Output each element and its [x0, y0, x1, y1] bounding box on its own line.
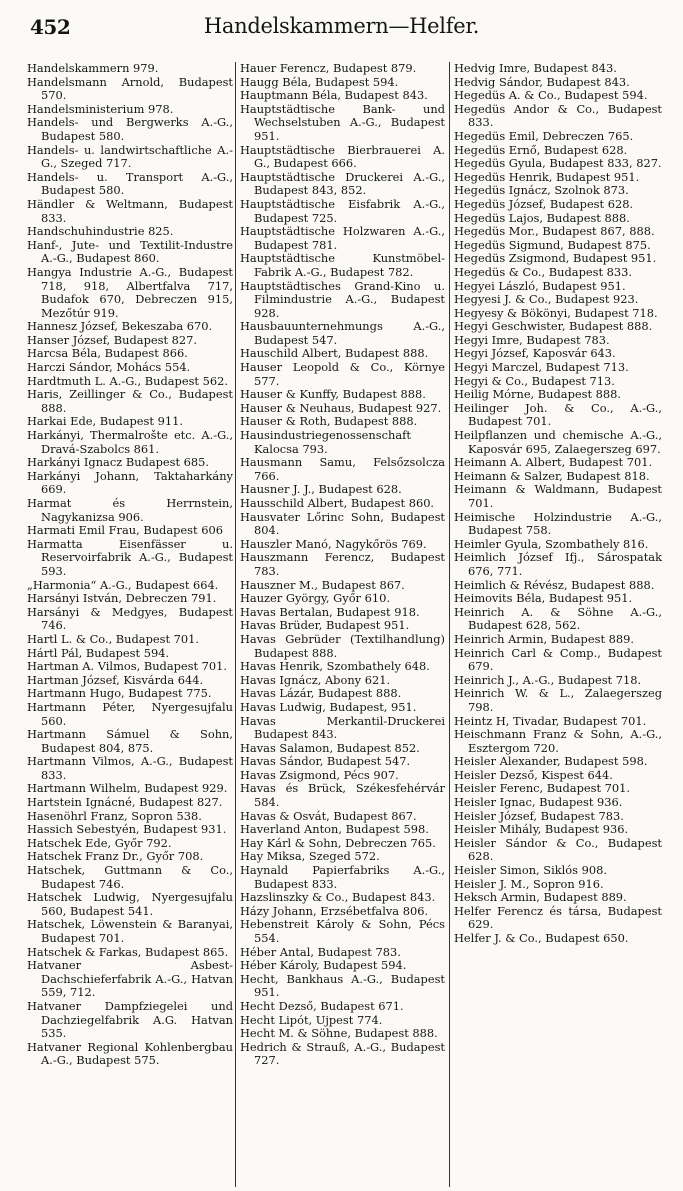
- directory-entry: Hausbauunternehmungs A.-G., Budapest 547.: [240, 319, 445, 347]
- directory-entry: Hecht, Bankhaus A.-G., Budapest 951.: [240, 971, 445, 1000]
- directory-entry: Hangya Industrie A.-G., Budapest 718, 918, Albertfalva 717, Budafok 670, Debreczen 915, Mezőtúr 919.: [27, 264, 233, 320]
- directory-entry: Hegedüs Andor & Co., Budapest 833.: [454, 101, 662, 130]
- directory-entry: Hausvater Lőrinc Sohn, Budapest 804.: [240, 509, 445, 538]
- page-number: 452: [30, 15, 71, 39]
- directory-entry: Harkai Ede, Budapest 911.: [27, 414, 183, 429]
- directory-entry: Handelsministerium 978.: [27, 101, 174, 116]
- directory-entry: Hauer Ferencz, Budapest 879.: [240, 61, 417, 75]
- directory-entry: Hauschild Albert, Budapest 888.: [240, 346, 429, 361]
- directory-entry: Heinrich J., A.-G., Budapest 718.: [454, 672, 642, 687]
- directory-entry: Heksch Armin, Budapest 889.: [454, 890, 627, 905]
- directory-entry: Hecht M. & Söhne, Budapest 888.: [240, 1026, 438, 1041]
- directory-entry: Hatvaner Asbest-Dachschieferfabrik A.-G., Hatvan 559, 712.: [27, 958, 233, 1000]
- directory-entry: Hedvig Sándor, Budapest 843.: [454, 74, 630, 89]
- directory-entry: Heisler Dezső, Kispest 644.: [454, 767, 613, 782]
- directory-entry: Heilpflanzen und chemische A.-G., Kaposvár 695, Zalaegerszeg 697.: [454, 428, 662, 456]
- directory-entry: Hauzer György, Győr 610.: [240, 591, 390, 606]
- directory-entry: Havas Sándor, Budapest 547.: [240, 754, 411, 769]
- directory-entry: Héber Károly, Budapest 594.: [240, 958, 407, 973]
- directory-entry: Hauptmann Béla, Budapest 843.: [240, 88, 428, 103]
- directory-entry: Havas Gebrüder (Textilhandlung) Budapest 888.: [240, 631, 445, 660]
- directory-entry: Havas Salamon, Budapest 852.: [240, 740, 420, 755]
- directory-entry: Hardtmuth L. A.-G., Budapest 562.: [27, 373, 228, 388]
- directory-entry: Helfer Ferencz és társa, Budapest 629.: [454, 903, 662, 932]
- directory-entry: Hauszmann Ferencz, Budapest 783.: [240, 550, 445, 578]
- directory-entry: Havas Brüder, Budapest 951.: [240, 618, 410, 633]
- directory-entry: Harcsa Béla, Budapest 866.: [27, 346, 188, 361]
- directory-entry: Hegyi & Co., Budapest 713.: [454, 373, 615, 388]
- directory-entry: Heisler Mihály, Budapest 936.: [454, 822, 629, 837]
- directory-entry: Hauptstädtische Druckerei A.-G., Budapest 843, 852.: [240, 169, 445, 198]
- directory-entry: Házy Johann, Erzsébetfalva 806.: [240, 903, 429, 918]
- directory-entry: Harkányi Johann, Taktaharkány 669.: [27, 468, 233, 497]
- directory-entry: Harczi Sándor, Mohács 554.: [27, 360, 191, 375]
- directory-entry: Hegyi Geschwister, Budapest 888.: [454, 319, 653, 334]
- directory-entry: Hegedüs Zsigmond, Budapest 951.: [454, 251, 657, 266]
- directory-entry: Hassich Sebestyén, Budapest 931.: [27, 822, 227, 837]
- directory-entry: Hegedüs Ernő, Budapest 628.: [454, 142, 628, 157]
- directory-entry: Harkányi, Thermalrošte etc. A.-G., Dravá-Szabolcs 861.: [27, 428, 233, 456]
- directory-entry: Havas Ludwig, Budapest, 951.: [240, 699, 417, 714]
- column-divider: [449, 62, 450, 1187]
- directory-entry: Hedrich & Strauß, A.-G., Budapest 727.: [240, 1039, 445, 1068]
- directory-entry: Hegedüs Henrik, Budapest 951.: [454, 169, 640, 184]
- directory-entry: Hatschek Ede, Győr 792.: [27, 835, 172, 850]
- directory-entry: Hauptstädtische Kunstmöbel-Fabrik A.-G., Budapest 782.: [240, 251, 445, 279]
- directory-entry: Heisler J. M., Sopron 916.: [454, 876, 604, 891]
- directory-entry: Hauszler Manó, Nagykőrös 769.: [240, 536, 427, 551]
- directory-entry: Hazslinszky & Co., Budapest 843.: [240, 890, 436, 905]
- directory-entry: Heischmann Franz & Sohn, A.-G., Esztergom 720.: [454, 727, 662, 755]
- directory-entry: Havas Lázár, Budapest 888.: [240, 686, 402, 701]
- directory-entry: Heimann & Waldmann, Budapest 701.: [454, 482, 662, 510]
- directory-entry: Hegyi Marczel, Budapest 713.: [454, 360, 629, 375]
- directory-entry: Hartstein Ignácné, Budapest 827.: [27, 795, 223, 810]
- directory-entry: Hartman József, Kisvárda 644.: [27, 672, 204, 687]
- directory-entry: Hauser Leopold & Co., Környe 577.: [240, 360, 445, 388]
- directory-entry: Hausindustriegenossenschaft Kalocsa 793.: [240, 428, 411, 456]
- directory-entry: Heimovits Béla, Budapest 951.: [454, 591, 633, 606]
- directory-entry: Hartmann Hugo, Budapest 775.: [27, 686, 212, 701]
- directory-entry: Havas Bertalan, Budapest 918.: [240, 604, 420, 619]
- column-divider: [235, 62, 236, 1187]
- directory-entry: Hegedüs Lajos, Budapest 888.: [454, 210, 630, 225]
- directory-entry: Harsányi István, Debreczen 791.: [27, 591, 217, 606]
- directory-entry: Hegedüs Sigmund, Budapest 875.: [454, 237, 651, 252]
- directory-entry: Hartmann Sámuel & Sohn, Budapest 804, 875.: [27, 727, 233, 755]
- directory-entry: Hauszner M., Budapest 867.: [240, 577, 405, 592]
- directory-entry: Hatschek Ludwig, Nyergesujfalu 560, Budapest 541.: [27, 890, 233, 918]
- directory-entry: Helfer J. & Co., Budapest 650.: [454, 931, 629, 945]
- directory-entry: Haverland Anton, Budapest 598.: [240, 822, 429, 837]
- directory-entry: Harmat és Herrnstein, Nagykanizsa 906.: [27, 496, 233, 524]
- directory-entry: Havas Henrik, Szombathely 648.: [240, 659, 430, 674]
- directory-entry: Harkányi Ignacz Budapest 685.: [27, 455, 210, 470]
- directory-entry: „Harmonia“ A.-G., Budapest 664.: [27, 577, 219, 592]
- directory-entry: Heilig Mórne, Budapest 888.: [454, 387, 622, 402]
- directory-entry: Heisler Sándor & Co., Budapest 628.: [454, 835, 662, 864]
- directory-entry: Heisler Ferenc, Budapest 701.: [454, 781, 631, 796]
- directory-entry: Hatschek & Farkas, Budapest 865.: [27, 944, 229, 959]
- directory-entry: Hebenstreit Károly & Sohn, Pécs 554.: [240, 917, 445, 945]
- directory-column-3: [454, 62, 662, 946]
- directory-entry: Haynald Papierfabriks A.-G., Budapest 833.: [240, 863, 445, 891]
- directory-entry: Hegedüs & Co., Budapest 833.: [454, 264, 633, 279]
- directory-entry: Hartl L. & Co., Budapest 701.: [27, 631, 200, 646]
- directory-entry: Heinrich W. & L., Zalaegerszeg 798.: [454, 686, 662, 714]
- directory-entry: Harmatta Eisenfässer u. Reservoirfabrik A.-G., Budapest 593.: [27, 536, 233, 578]
- directory-entry: Hegyesy & Bökönyi, Budapest 718.: [454, 305, 658, 320]
- directory-entry: Hegyesi J. & Co., Budapest 923.: [454, 292, 639, 307]
- directory-entry: Hannesz József, Bekeszaba 670.: [27, 319, 213, 334]
- directory-entry: Heimlich József Ifj., Sárospatak 676, 771.: [454, 550, 662, 578]
- directory-entry: Heinrich Armin, Budapest 889.: [454, 631, 634, 646]
- directory-entry: Havas Ignácz, Abony 621.: [240, 672, 391, 687]
- directory-entry: Händler & Weltmann, Budapest 833.: [27, 196, 233, 225]
- directory-entry: Hecht Lipót, Ujpest 774.: [240, 1012, 383, 1027]
- directory-entry: Heisler Ignac, Budapest 936.: [454, 795, 623, 810]
- directory-entry: Hatvaner Regional Kohlenbergbau A.-G., Budapest 575.: [27, 1039, 233, 1068]
- directory-entry: Havas Merkantil-Druckerei Budapest 843.: [240, 713, 445, 742]
- directory-entry: Hartmann Vilmos, A.-G., Budapest 833.: [27, 754, 233, 782]
- directory-entry: Hauser & Roth, Budapest 888.: [240, 414, 418, 429]
- directory-entry: Hausschild Albert, Budapest 860.: [240, 496, 435, 510]
- directory-column-1: [27, 62, 233, 1068]
- directory-entry: Hartman A. Vilmos, Budapest 701.: [27, 659, 228, 674]
- directory-entry: Hay Miksa, Szeged 572.: [240, 849, 380, 864]
- directory-entry: Hauser & Neuhaus, Budapest 927.: [240, 400, 442, 415]
- directory-entry: Heimische Holzindustrie A.-G., Budapest 758.: [454, 509, 662, 538]
- directory-entry: Heilinger Joh. & Co., A.-G., Budapest 701.: [454, 400, 662, 429]
- directory-entry: Hegedüs Emil, Debreczen 765.: [454, 128, 634, 143]
- directory-entry: Hegedüs Mor., Budapest 867, 888.: [454, 224, 655, 239]
- directory-entry: Handschuhindustrie 825.: [27, 224, 174, 239]
- directory-entry: Hegedüs József, Budapest 628.: [454, 196, 634, 211]
- directory-entry: Heimler Gyula, Szombathely 816.: [454, 536, 649, 551]
- directory-entry: Handels- u. landwirtschaftliche A.-G., Szeged 717.: [27, 142, 233, 171]
- directory-entry: Heisler Simon, Siklós 908.: [454, 863, 607, 878]
- directory-entry: Heimlich & Révész, Budapest 888.: [454, 577, 655, 592]
- directory-entry: Hegedüs Ignácz, Szolnok 873.: [454, 183, 629, 198]
- directory-entry: Havas & Osvát, Budapest 867.: [240, 808, 417, 823]
- directory-entry: Hegyei László, Budapest 951.: [454, 278, 626, 293]
- directory-entry: Hedvig Imre, Budapest 843.: [454, 61, 617, 75]
- directory-entry: Hartmann Wilhelm, Budapest 929.: [27, 781, 228, 796]
- directory-entry: Hecht Dezső, Budapest 671.: [240, 998, 404, 1013]
- directory-entry: Haugg Béla, Budapest 594.: [240, 74, 399, 89]
- directory-entry: Handelsmann Arnold, Budapest 570.: [27, 74, 233, 103]
- directory-entry: Hauptstädtische Bank- und Wechselstuben A.-G., Budapest 951.: [240, 101, 445, 143]
- directory-entry: Haris, Zeillinger & Co., Budapest 888.: [27, 387, 233, 415]
- directory-entry: Hauptstädtische Eisfabrik A.-G., Budapest 725.: [240, 196, 445, 225]
- directory-entry: Havas és Brück, Székesfehérvár 584.: [240, 781, 445, 810]
- directory-entry: Harmati Emil Frau, Budapest 606: [27, 523, 223, 538]
- directory-entry: Havas Zsigmond, Pécs 907.: [240, 767, 399, 782]
- directory-entry: Hanf-, Jute- und Textilit-Industre A.-G., Budapest 860.: [27, 237, 233, 266]
- page-header: [0, 0, 683, 52]
- directory-entry: Hauptstädtisches Grand-Kino u. Filmindustrie A.-G., Budapest 928.: [240, 278, 445, 320]
- directory-entry: Hegedüs Gyula, Budapest 833, 827.: [454, 156, 662, 171]
- directory-entry: Handels- und Bergwerks A.-G., Budapest 580.: [27, 115, 233, 143]
- directory-entry: Hausmann Samu, Felsőzsolcza 766.: [240, 455, 445, 483]
- directory-entry: Hegyi József, Kaposvár 643.: [454, 346, 616, 361]
- directory-entry: Heinrich Carl & Comp., Budapest 679.: [454, 645, 662, 674]
- directory-entry: Hasenöhrl Franz, Sopron 538.: [27, 808, 202, 823]
- directory-entry: Hatschek Franz Dr., Győr 708.: [27, 849, 204, 864]
- directory-entry: Hatschek, Löwenstein & Baranyai, Budapest 701.: [27, 917, 233, 945]
- directory-entry: Hatschek, Guttmann & Co., Budapest 746.: [27, 863, 233, 891]
- directory-entry: Hay Kárl & Sohn, Debreczen 765.: [240, 835, 436, 850]
- directory-entry: Hauptstädtische Bierbrauerei A. G., Budapest 666.: [240, 142, 445, 171]
- directory-entry: Heisler Alexander, Budapest 598.: [454, 754, 648, 769]
- directory-entry: Hártl Pál, Budapest 594.: [27, 645, 170, 660]
- directory-entry: Héber Antal, Budapest 783.: [240, 944, 401, 959]
- directory-entry: Handels- u. Transport A.-G., Budapest 580.: [27, 169, 233, 198]
- directory-entry: Hauser & Kunffy, Budapest 888.: [240, 387, 426, 402]
- directory-entry: Hegyi Imre, Budapest 783.: [454, 332, 610, 347]
- directory-entry: Harsányi & Medgyes, Budapest 746.: [27, 604, 233, 633]
- directory-entry: Heinrich A. & Söhne A.-G., Budapest 628, 562.: [454, 604, 662, 633]
- directory-entry: Hauptstädtische Holzwaren A.-G., Budapest 781.: [240, 224, 445, 252]
- directory-column-2: [240, 62, 445, 1068]
- directory-entry: Hausner J. J., Budapest 628.: [240, 482, 402, 497]
- directory-entry: Heimann & Salzer, Budapest 818.: [454, 468, 650, 483]
- directory-entry: Hegedüs A. & Co., Budapest 594.: [454, 88, 648, 103]
- running-head: Handelskammern—Helfer.: [203, 14, 480, 38]
- directory-entry: Hartmann Péter, Nyergesujfalu 560.: [27, 699, 233, 728]
- directory-entry: Handelskammern 979.: [27, 61, 159, 75]
- directory-entry: Hanser József, Budapest 827.: [27, 332, 198, 347]
- directory-entry: Heimann A. Albert, Budapest 701.: [454, 455, 653, 470]
- directory-entry: Heisler József, Budapest 783.: [454, 808, 624, 823]
- directory-entry: Hatvaner Dampfziegelei und Dachziegelfabrik A.G. Hatvan 535.: [27, 998, 233, 1041]
- directory-entry: Heintz H, Tivadar, Budapest 701.: [454, 713, 647, 728]
